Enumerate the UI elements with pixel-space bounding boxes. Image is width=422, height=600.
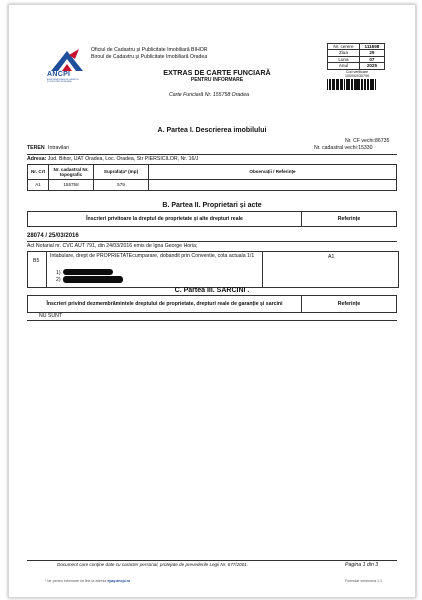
form-version: Formular versiunea 1.1 — [345, 579, 382, 583]
bottom-note-text: * Iar pentru informare on line la adresa — [45, 579, 107, 583]
footer-divider — [27, 560, 397, 561]
divider — [27, 154, 397, 155]
b5-code: B5 — [33, 258, 40, 264]
b5-reference: A1 — [328, 254, 335, 260]
table-header — [28, 212, 397, 227]
logo-text: ANCPI — [47, 71, 71, 78]
part2-title: B. Partea II. Proprietari și acte — [162, 202, 262, 209]
ancpi-logo — [45, 47, 89, 83]
cf-number-line: Carte Funciară Nr. 155758 Oradea — [169, 92, 249, 98]
col-referinte: Referințe — [302, 296, 397, 313]
divider — [27, 320, 397, 321]
b5-separator — [262, 252, 263, 287]
table-header — [28, 296, 397, 313]
verify-code-label: Cod verificare — [345, 70, 369, 74]
sarcini-row: NU SUNT — [39, 313, 63, 319]
barcode-bar — [375, 79, 376, 90]
request-info-table — [327, 43, 385, 70]
office-line-2: Biroul de Cadastru și Publicitate Imobiliară Oradea — [91, 54, 208, 60]
epay-link[interactable]: epay.ancpi.ro — [107, 579, 131, 583]
info-label: Nr. cerere — [328, 44, 360, 50]
act-line: Act Notarial nr. CVC AUT 791, din 24/03/2016 emis de Igna George Horia; — [27, 243, 198, 249]
col-referinte: Referințe — [302, 212, 397, 227]
cell-nr-cadastral: 155758 — [49, 180, 94, 191]
info-label: Ziua — [328, 50, 360, 56]
b5-separator — [46, 252, 47, 287]
col-suprafata: Suprafața* (mp) — [94, 165, 149, 180]
owner-2-number: 2) — [56, 277, 61, 283]
address-line — [27, 156, 198, 162]
cell-suprafata: 579 — [94, 180, 149, 191]
privacy-disclaimer: Document care conține date cu caracter personal, protejate de prevederile Legii Nr. 677/2001. — [57, 562, 249, 567]
info-label: Anul — [328, 63, 360, 69]
info-label: Luna — [328, 56, 360, 62]
document-page — [8, 4, 416, 598]
cadastral-vechi: Nr. cadastral vechi:15330 — [314, 145, 373, 151]
teren-value: Intravilan — [48, 145, 70, 151]
col-nr-cadastral: Nr. cadastral Nr. topografic — [49, 165, 94, 180]
col-nr-crt: Nr. Crt — [28, 165, 49, 180]
entry-number: 28074 / 25/03/2016 — [27, 233, 79, 239]
page-number: Pagina 1 din 3 — [345, 562, 379, 568]
cell-observatii — [149, 180, 397, 191]
cf-vechi: Nr. CF vechi:86735 — [345, 138, 390, 144]
redaction-bar — [63, 269, 113, 275]
info-value: 111698 — [359, 44, 384, 50]
document-subtitle: PENTRU INFORMARE — [190, 77, 244, 83]
document-title: EXTRAS DE CARTE FUNCIARĂ — [163, 68, 271, 77]
cell-nr-crt: A1 — [28, 180, 49, 191]
col-observatii: Observații / Referințe — [149, 165, 397, 180]
col-inscrieri-sarcini: Înscrieri privind dezmembrămintele dreptului de proprietate, drepturi reale de garanție și sarcini — [28, 296, 302, 313]
sarcini-table — [27, 295, 397, 313]
ancpi-logo-icon — [45, 47, 89, 73]
part1-title: A. Partea I. Descrierea imobilului — [157, 127, 267, 134]
table-header — [28, 165, 397, 180]
col-inscrieri: Înscrieri privitoare la dreptul de proprietate și alte drepturi reale — [28, 212, 302, 227]
logo-subtext: AGENȚIA NAȚIONALĂ DE CADASTRU ȘI PUBLICITATE IMOBILIARĂ — [47, 79, 79, 84]
info-value: 29 — [359, 50, 384, 56]
b5-row — [27, 251, 399, 288]
divider — [27, 241, 397, 242]
bottom-left-note — [45, 579, 130, 583]
verify-code: 100092030799 — [345, 74, 369, 78]
address-value: Jud. Bihor, UAT Oradea, Loc. Oradea, Str PIERSICILOR, Nr. 16/J — [47, 156, 199, 162]
redaction-bar — [63, 276, 123, 283]
address-label: Adresa: — [27, 156, 47, 162]
office-line-1: Oficiul de Cadastru și Publicitate Imobiliară BIHOR — [91, 47, 208, 53]
parcel-table — [27, 164, 397, 191]
owner-1-number: 1) — [56, 270, 61, 276]
verification-barcode — [327, 79, 387, 90]
table-row — [28, 180, 397, 191]
info-value: 2025 — [359, 63, 384, 69]
ownership-header-table — [27, 211, 397, 227]
b5-text: Intabulare, drept de PROPRIETATEcumparare, dobandit prin Conventie, cota actuala 1/1 — [50, 253, 255, 259]
info-row — [328, 63, 385, 69]
info-value: 07 — [359, 56, 384, 62]
teren-label: TEREN — [27, 145, 45, 151]
part3-title: C. Partea III. SARCINI . — [174, 287, 250, 294]
